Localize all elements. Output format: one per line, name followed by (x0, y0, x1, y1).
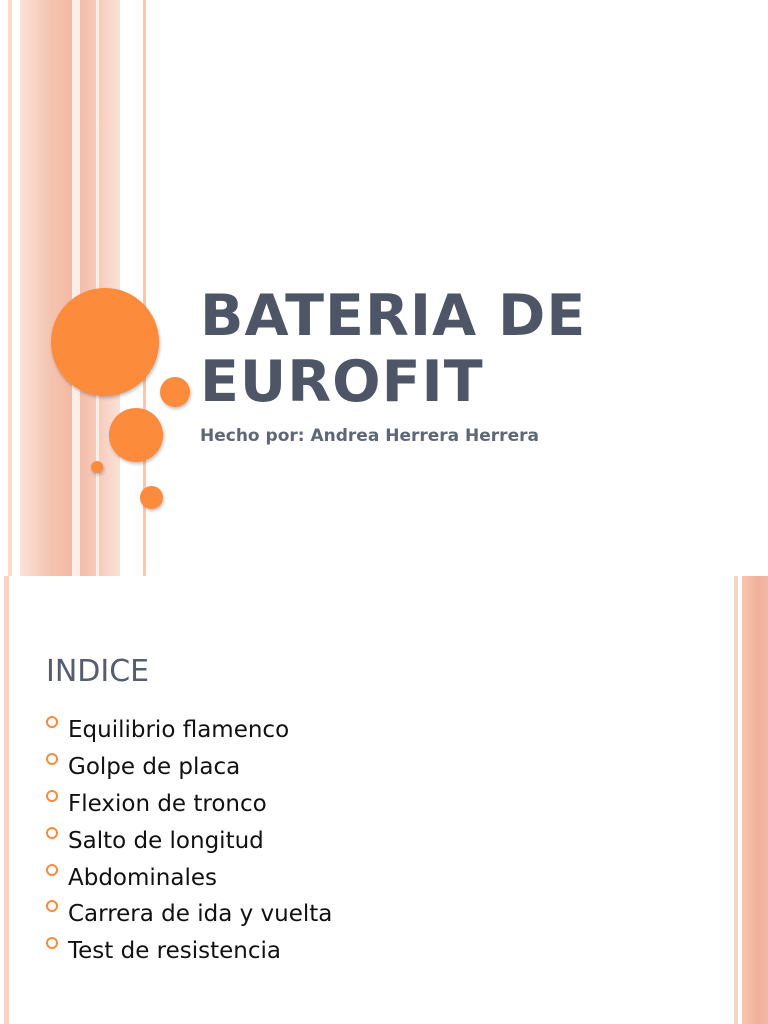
index-slide (0, 576, 768, 1024)
bullet-icon (46, 864, 58, 876)
bullet-icon (46, 716, 58, 728)
decorative-stripe (742, 576, 768, 1024)
bullet-icon (46, 900, 58, 912)
list-item-label: Flexion de tronco (68, 790, 267, 817)
list-item-label: Equilibrio flamenco (68, 717, 290, 744)
list-item (46, 749, 332, 786)
decorative-circle-medium (109, 408, 163, 462)
decorative-stripe (72, 0, 80, 576)
list-item-label: Test de resistencia (68, 938, 281, 965)
bullet-icon (46, 827, 58, 839)
list-item (46, 786, 332, 823)
list-item (46, 933, 332, 970)
bullet-icon (46, 753, 58, 765)
decorative-circle-small (140, 486, 163, 509)
list-item (46, 859, 332, 896)
decorative-circle-tiny (91, 461, 103, 473)
decorative-stripe (4, 576, 9, 1024)
bullet-icon (46, 790, 58, 802)
list-item (46, 712, 332, 749)
list-item-label: Abdominales (68, 864, 217, 891)
decorative-circle-large (51, 288, 159, 396)
list-item (46, 822, 332, 859)
decorative-circle-small (160, 377, 190, 407)
index-heading: INDICE (46, 654, 150, 689)
list-item-label: Carrera de ida y vuelta (68, 901, 333, 928)
list-item-label: Golpe de placa (68, 754, 241, 781)
decorative-stripe (8, 0, 12, 576)
list-item (46, 896, 332, 933)
decorative-stripe (734, 576, 738, 1024)
slide-title: BATERIA DE EUROFIT (200, 283, 587, 415)
index-list (46, 712, 332, 970)
slide-subtitle: Hecho por: Andrea Herrera Herrera (200, 426, 539, 446)
list-item-label: Salto de longitud (68, 827, 264, 854)
bullet-icon (46, 937, 58, 949)
